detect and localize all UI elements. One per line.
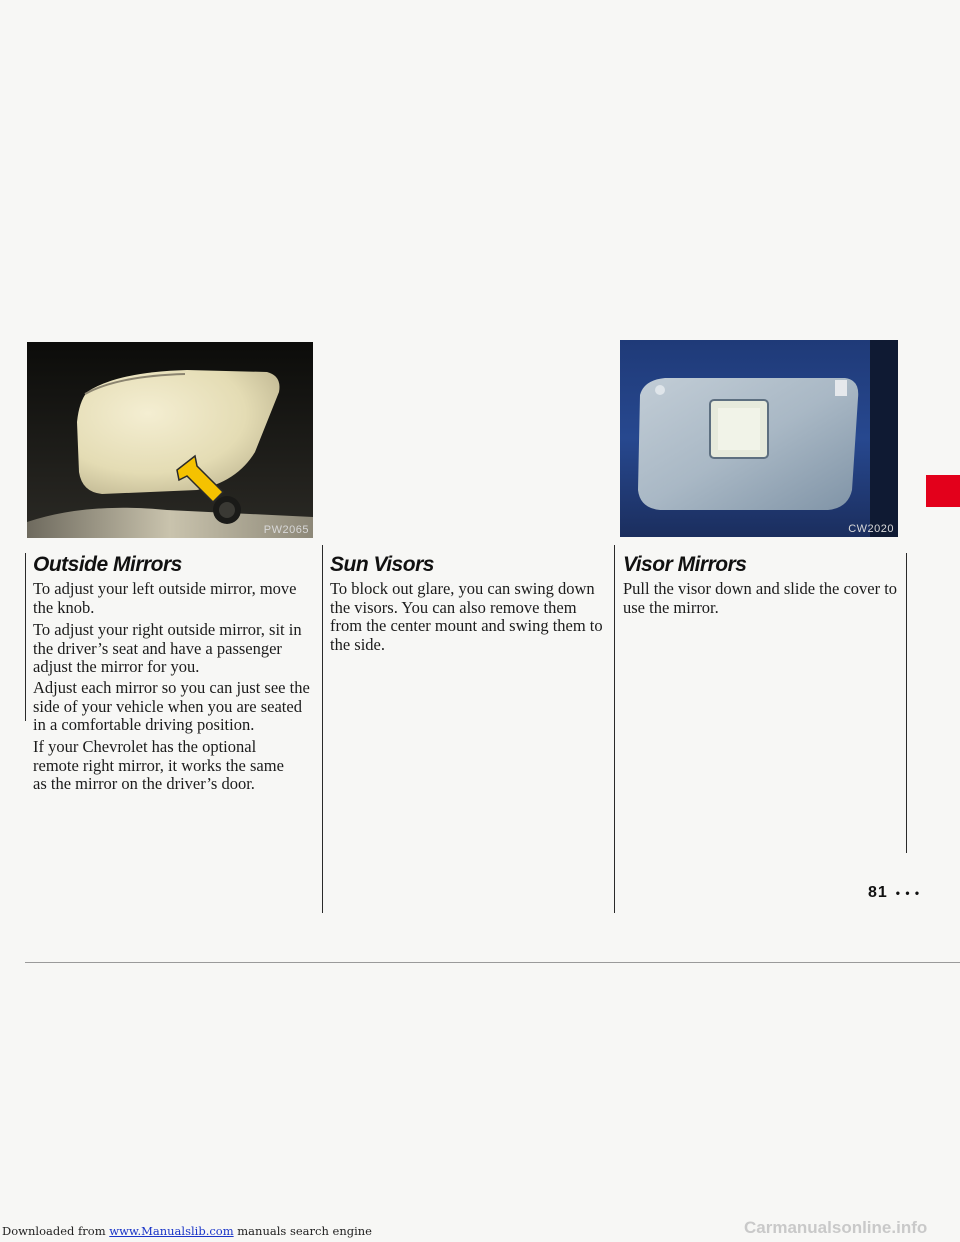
column-divider (906, 553, 907, 853)
page-number-value: 81 (868, 884, 888, 901)
heading-outside-mirrors: Outside Mirrors (33, 553, 182, 576)
heading-sun-visors: Sun Visors (330, 553, 434, 576)
page-dots: • • • (895, 886, 921, 900)
page-number (868, 884, 920, 902)
heading-visor-mirrors: Visor Mirrors (623, 553, 747, 576)
watermark: Carmanualsonline.info (744, 1218, 928, 1237)
photo-code-left: PW2065 (263, 524, 309, 536)
paragraph: Pull the visor down and slide the cover to use the mirror. (623, 579, 898, 617)
sun-visor-photo (620, 340, 898, 537)
footer-prefix: Downloaded from (2, 1224, 110, 1238)
download-footer (2, 1224, 372, 1238)
footer-suffix: manuals search engine (233, 1224, 372, 1238)
column-divider (25, 553, 26, 721)
manualslib-link[interactable]: www.Manualslib.com (109, 1224, 234, 1238)
paragraph: To adjust your right outside mirror, sit in the driver’s seat and have a passenger adjust the mirror for you. (33, 620, 302, 676)
paragraph: If your Chevrolet has the optional remote right mirror, it works the same as the mirror on the driver’s door. (33, 737, 284, 793)
column-divider (614, 545, 615, 913)
paragraph: Adjust each mirror so you can just see the side of your vehicle when you are seated in a comfortable driving position. (33, 678, 310, 734)
outside-mirror-photo (27, 342, 313, 538)
paragraph: To block out glare, you can swing down the visors. You can also remove them from the center mount and swing them to the side. (330, 579, 603, 654)
paragraph: To adjust your left outside mirror, move the knob. (33, 579, 297, 617)
bottom-rule (25, 962, 960, 963)
section-tab-marker (926, 475, 960, 507)
photo-code-right: CW2020 (848, 523, 894, 535)
column-divider (322, 545, 323, 913)
